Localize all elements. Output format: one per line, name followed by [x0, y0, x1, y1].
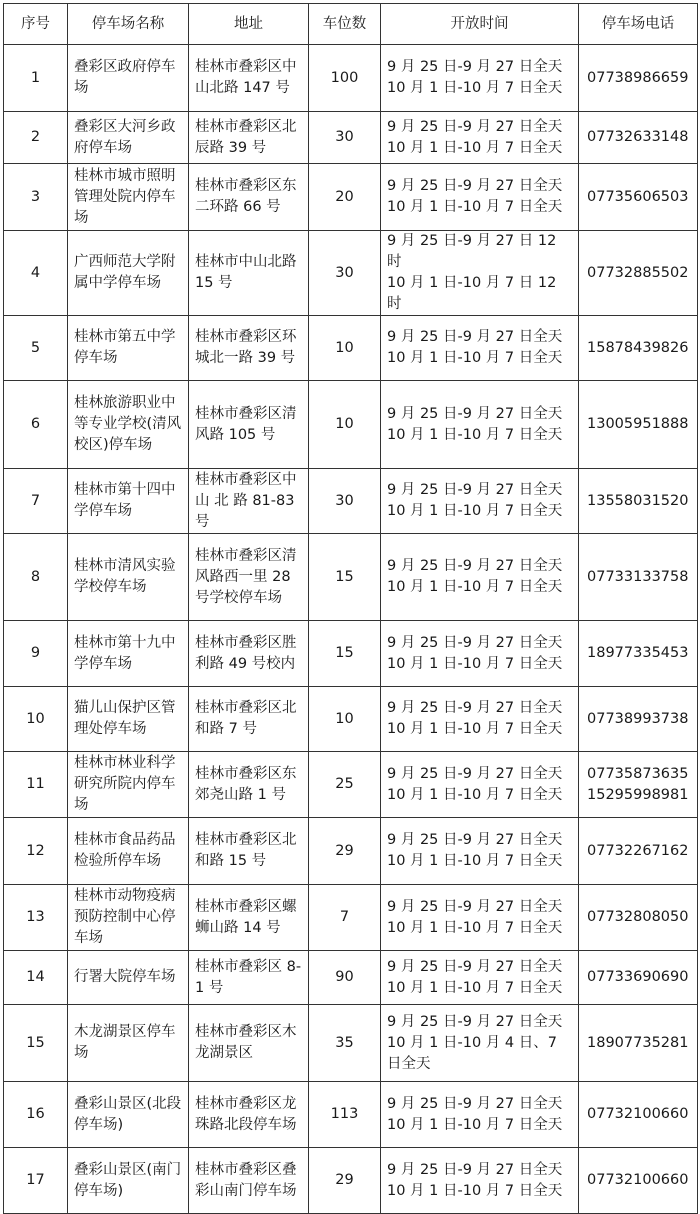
row-spaces: 10	[309, 381, 381, 469]
row-open-hours: 9 月 25 日-9 月 27 日全天 10 月 1 日-10 月 7 日全天	[381, 818, 579, 885]
table-row	[4, 621, 698, 687]
row-lot-name: 行署大院停车场	[68, 951, 189, 1005]
table-body	[4, 45, 698, 1214]
row-phone: 07732885502	[579, 231, 698, 316]
table-row	[4, 818, 698, 885]
row-phone: 13558031520	[579, 469, 698, 534]
header-address: 地址	[189, 4, 309, 45]
row-spaces: 30	[309, 112, 381, 164]
row-index: 6	[4, 381, 68, 469]
row-phone: 18907735281	[579, 1005, 698, 1082]
row-open-hours: 9 月 25 日-9 月 27 日 12 时 10 月 1 日-10 月 7 日 12 时	[381, 231, 579, 316]
row-index: 10	[4, 687, 68, 752]
row-index: 9	[4, 621, 68, 687]
row-phone: 07735873635 15295998981	[579, 752, 698, 818]
row-lot-name: 桂林市清风实验学校停车场	[68, 534, 189, 621]
row-index: 17	[4, 1148, 68, 1214]
row-address: 桂林市叠彩区中 山 北 路 81-83 号	[189, 469, 309, 534]
row-address: 桂林市叠彩区北和路 15 号	[189, 818, 309, 885]
header-lot-name: 停车场名称	[68, 4, 189, 45]
row-index: 7	[4, 469, 68, 534]
row-open-hours: 9 月 25 日-9 月 27 日全天 10 月 1 日-10 月 7 日全天	[381, 752, 579, 818]
row-spaces: 15	[309, 534, 381, 621]
row-lot-name: 桂林市动物疫病预防控制中心停车场	[68, 885, 189, 951]
row-phone: 18977335453	[579, 621, 698, 687]
row-lot-name: 木龙湖景区停车场	[68, 1005, 189, 1082]
row-address: 桂林市叠彩区螺蛳山路 14 号	[189, 885, 309, 951]
row-address: 桂林市叠彩区龙珠路北段停车场	[189, 1082, 309, 1148]
row-lot-name: 桂林市食品药品检验所停车场	[68, 818, 189, 885]
table-row	[4, 45, 698, 112]
row-index: 4	[4, 231, 68, 316]
table-row	[4, 381, 698, 469]
row-open-hours: 9 月 25 日-9 月 27 日全天 10 月 1 日-10 月 7 日全天	[381, 469, 579, 534]
table-row	[4, 1148, 698, 1214]
row-lot-name: 叠彩区大河乡政府停车场	[68, 112, 189, 164]
table-row	[4, 885, 698, 951]
row-index: 13	[4, 885, 68, 951]
row-spaces: 20	[309, 164, 381, 231]
row-phone: 07733690690	[579, 951, 698, 1005]
row-address: 桂林市叠彩区木龙湖景区	[189, 1005, 309, 1082]
table-row	[4, 316, 698, 381]
row-address: 桂林市叠彩区北辰路 39 号	[189, 112, 309, 164]
row-address: 桂林市中山北路 15 号	[189, 231, 309, 316]
row-lot-name: 猫儿山保护区管理处停车场	[68, 687, 189, 752]
row-open-hours: 9 月 25 日-9 月 27 日全天 10 月 1 日-10 月 7 日全天	[381, 164, 579, 231]
row-spaces: 10	[309, 687, 381, 752]
row-phone: 07735606503	[579, 164, 698, 231]
row-lot-name: 桂林市第十九中学停车场	[68, 621, 189, 687]
row-address: 桂林市叠彩区北和路 7 号	[189, 687, 309, 752]
header-phone: 停车场电话	[579, 4, 698, 45]
table-row	[4, 687, 698, 752]
row-address: 桂林市叠彩区东郊尧山路 1 号	[189, 752, 309, 818]
row-index: 2	[4, 112, 68, 164]
parking-lot-table	[3, 3, 698, 1214]
table-row	[4, 112, 698, 164]
row-address: 桂林市叠彩区胜利路 49 号校内	[189, 621, 309, 687]
row-spaces: 30	[309, 469, 381, 534]
table-row	[4, 469, 698, 534]
row-spaces: 25	[309, 752, 381, 818]
row-lot-name: 桂林市城市照明管理处院内停车场	[68, 164, 189, 231]
row-phone: 07738986659	[579, 45, 698, 112]
row-lot-name: 叠彩山景区(南门停车场)	[68, 1148, 189, 1214]
row-spaces: 29	[309, 818, 381, 885]
row-address: 桂林市叠彩区 8-1 号	[189, 951, 309, 1005]
row-spaces: 90	[309, 951, 381, 1005]
row-spaces: 30	[309, 231, 381, 316]
table-row	[4, 752, 698, 818]
row-open-hours: 9 月 25 日-9 月 27 日全天 10 月 1 日-10 月 7 日全天	[381, 951, 579, 1005]
row-lot-name: 桂林市林业科学研究所院内停车场	[68, 752, 189, 818]
row-index: 3	[4, 164, 68, 231]
row-spaces: 7	[309, 885, 381, 951]
row-phone: 07732633148	[579, 112, 698, 164]
row-lot-name: 桂林旅游职业中等专业学校(清风校区)停车场	[68, 381, 189, 469]
row-index: 12	[4, 818, 68, 885]
table-row	[4, 1005, 698, 1082]
row-spaces: 113	[309, 1082, 381, 1148]
table-row	[4, 534, 698, 621]
header-index: 序号	[4, 4, 68, 45]
row-phone: 07732100660	[579, 1148, 698, 1214]
row-spaces: 100	[309, 45, 381, 112]
row-index: 14	[4, 951, 68, 1005]
header-open-hours: 开放时间	[381, 4, 579, 45]
table-header-row	[4, 4, 698, 45]
row-lot-name: 叠彩区政府停车场	[68, 45, 189, 112]
row-phone: 07732100660	[579, 1082, 698, 1148]
row-address: 桂林市叠彩区叠彩山南门停车场	[189, 1148, 309, 1214]
row-index: 8	[4, 534, 68, 621]
row-address: 桂林市叠彩区中山北路 147 号	[189, 45, 309, 112]
row-index: 16	[4, 1082, 68, 1148]
row-open-hours: 9 月 25 日-9 月 27 日全天 10 月 1 日-10 月 7 日全天	[381, 885, 579, 951]
row-open-hours: 9 月 25 日-9 月 27 日全天 10 月 1 日-10 月 7 日全天	[381, 687, 579, 752]
row-spaces: 29	[309, 1148, 381, 1214]
row-spaces: 10	[309, 316, 381, 381]
row-open-hours: 9 月 25 日-9 月 27 日全天 10 月 1 日-10 月 7 日全天	[381, 1082, 579, 1148]
row-phone: 07733133758	[579, 534, 698, 621]
table-row	[4, 164, 698, 231]
row-open-hours: 9 月 25 日-9 月 27 日全天 10 月 1 日-10 月 7 日全天	[381, 1148, 579, 1214]
header-spaces: 车位数	[309, 4, 381, 45]
table-row	[4, 231, 698, 316]
row-lot-name: 桂林市第五中学停车场	[68, 316, 189, 381]
row-open-hours: 9 月 25 日-9 月 27 日全天 10 月 1 日-10 月 7 日全天	[381, 381, 579, 469]
row-address: 桂林市叠彩区环城北一路 39 号	[189, 316, 309, 381]
row-phone: 15878439826	[579, 316, 698, 381]
row-phone: 07732267162	[579, 818, 698, 885]
row-lot-name: 广西师范大学附属中学停车场	[68, 231, 189, 316]
row-open-hours: 9 月 25 日-9 月 27 日全天 10 月 1 日-10 月 7 日全天	[381, 534, 579, 621]
row-address: 桂林市叠彩区清风路 105 号	[189, 381, 309, 469]
row-open-hours: 9 月 25 日-9 月 27 日全天 10 月 1 日-10 月 7 日全天	[381, 112, 579, 164]
row-phone: 13005951888	[579, 381, 698, 469]
row-open-hours: 9 月 25 日-9 月 27 日全天 10 月 1 日-10 月 4 日、7 日全天	[381, 1005, 579, 1082]
row-index: 5	[4, 316, 68, 381]
row-index: 11	[4, 752, 68, 818]
row-open-hours: 9 月 25 日-9 月 27 日全天 10 月 1 日-10 月 7 日全天	[381, 316, 579, 381]
row-spaces: 15	[309, 621, 381, 687]
row-spaces: 35	[309, 1005, 381, 1082]
row-address: 桂林市叠彩区清风路西一里 28 号学校停车场	[189, 534, 309, 621]
row-open-hours: 9 月 25 日-9 月 27 日全天 10 月 1 日-10 月 7 日全天	[381, 621, 579, 687]
row-address: 桂林市叠彩区东二环路 66 号	[189, 164, 309, 231]
table-row	[4, 1082, 698, 1148]
row-lot-name: 桂林市第十四中学停车场	[68, 469, 189, 534]
row-phone: 07732808050	[579, 885, 698, 951]
row-lot-name: 叠彩山景区(北段停车场)	[68, 1082, 189, 1148]
row-open-hours: 9 月 25 日-9 月 27 日全天 10 月 1 日-10 月 7 日全天	[381, 45, 579, 112]
row-phone: 07738993738	[579, 687, 698, 752]
row-index: 15	[4, 1005, 68, 1082]
table-row	[4, 951, 698, 1005]
row-index: 1	[4, 45, 68, 112]
